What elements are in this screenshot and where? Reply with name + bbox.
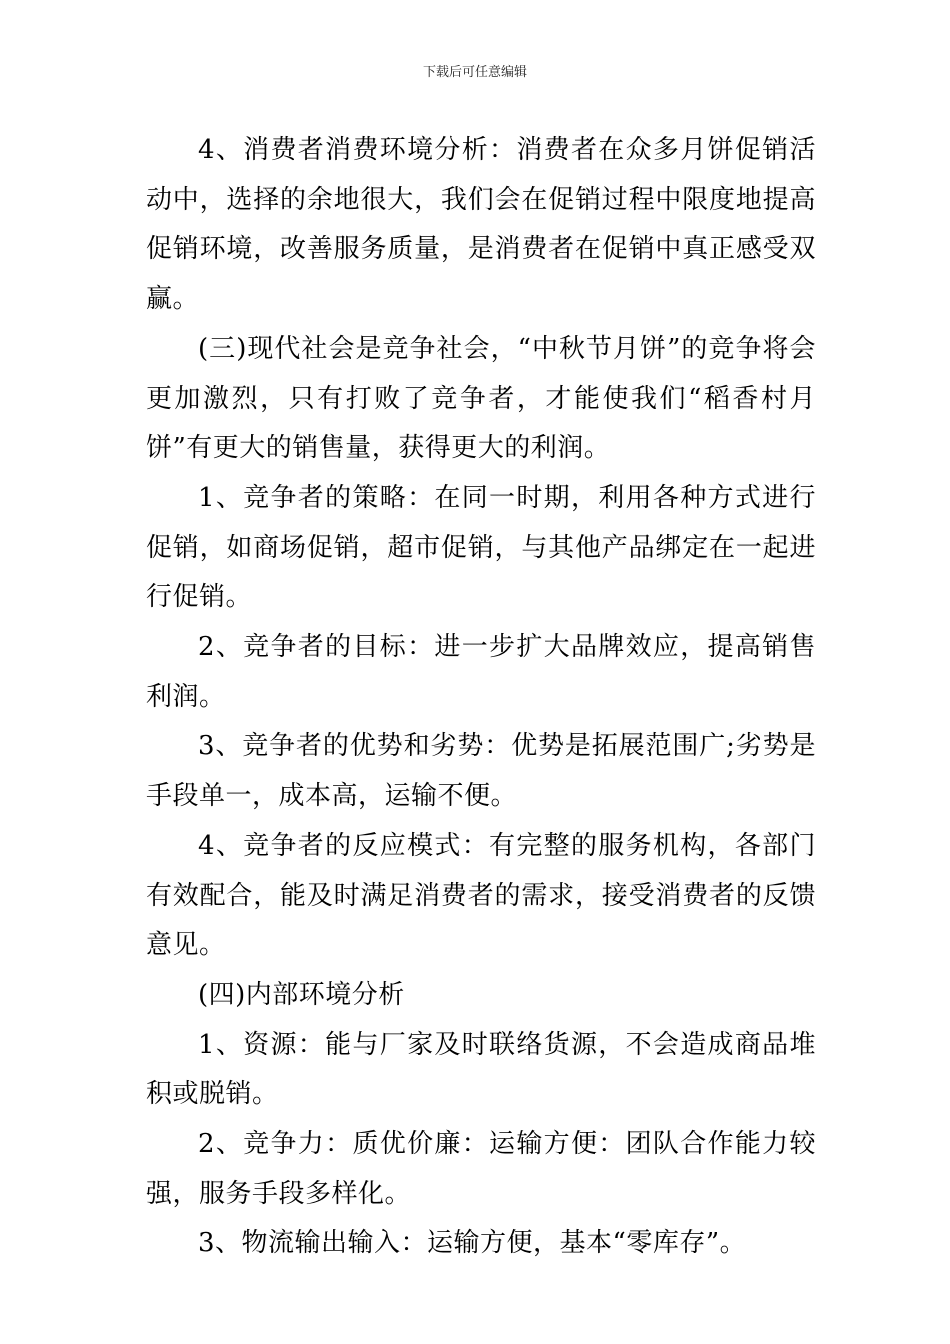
- section-heading: (四)内部环境分析: [198, 979, 405, 1010]
- document-body: [146, 126, 816, 1269]
- paragraph: 2、竞争者的目标：进一步扩大品牌效应，提高销售利润。: [146, 632, 816, 712]
- page-header: 下载后可任意编辑: [422, 65, 527, 80]
- paragraph: 4、竞争者的反应模式：有完整的服务机构，各部门有效配合，能及时满足消费者的需求，接受消费者的反馈意见。: [146, 830, 816, 961]
- paragraph: (三)现代社会是竞争社会，“中秋节月饼”的竞争将会更加激烈，只有打败了竞争者，才能使我们“稻香村月饼”有更大的销售量，获得更大的利润。: [146, 333, 816, 464]
- paragraph: 3、竞争者的优势和劣势：优势是拓展范围广;劣势是手段单一，成本高，运输不便。: [146, 731, 816, 812]
- paragraph: 4、消费者消费环境分析：消费者在众多月饼促销活动中，选择的余地很大，我们会在促销过程中限度地提高促销环境，改善服务质量，是消费者在促销中真正感受双赢。: [146, 135, 816, 315]
- paragraph: 1、竞争者的策略：在同一时期，利用各种方式进行促销，如商场促销，超市促销，与其他产品绑定在一起进行促销。: [146, 482, 816, 613]
- paragraph: 1、资源：能与厂家及时联络货源，不会造成商品堆积或脱销。: [146, 1029, 816, 1110]
- paragraph: 3、物流输出输入：运输方便，基本“零库存”。: [198, 1228, 747, 1259]
- paragraph: 2、竞争力：质优价廉：运输方便：团队合作能力较强，服务手段多样化。: [146, 1129, 816, 1209]
